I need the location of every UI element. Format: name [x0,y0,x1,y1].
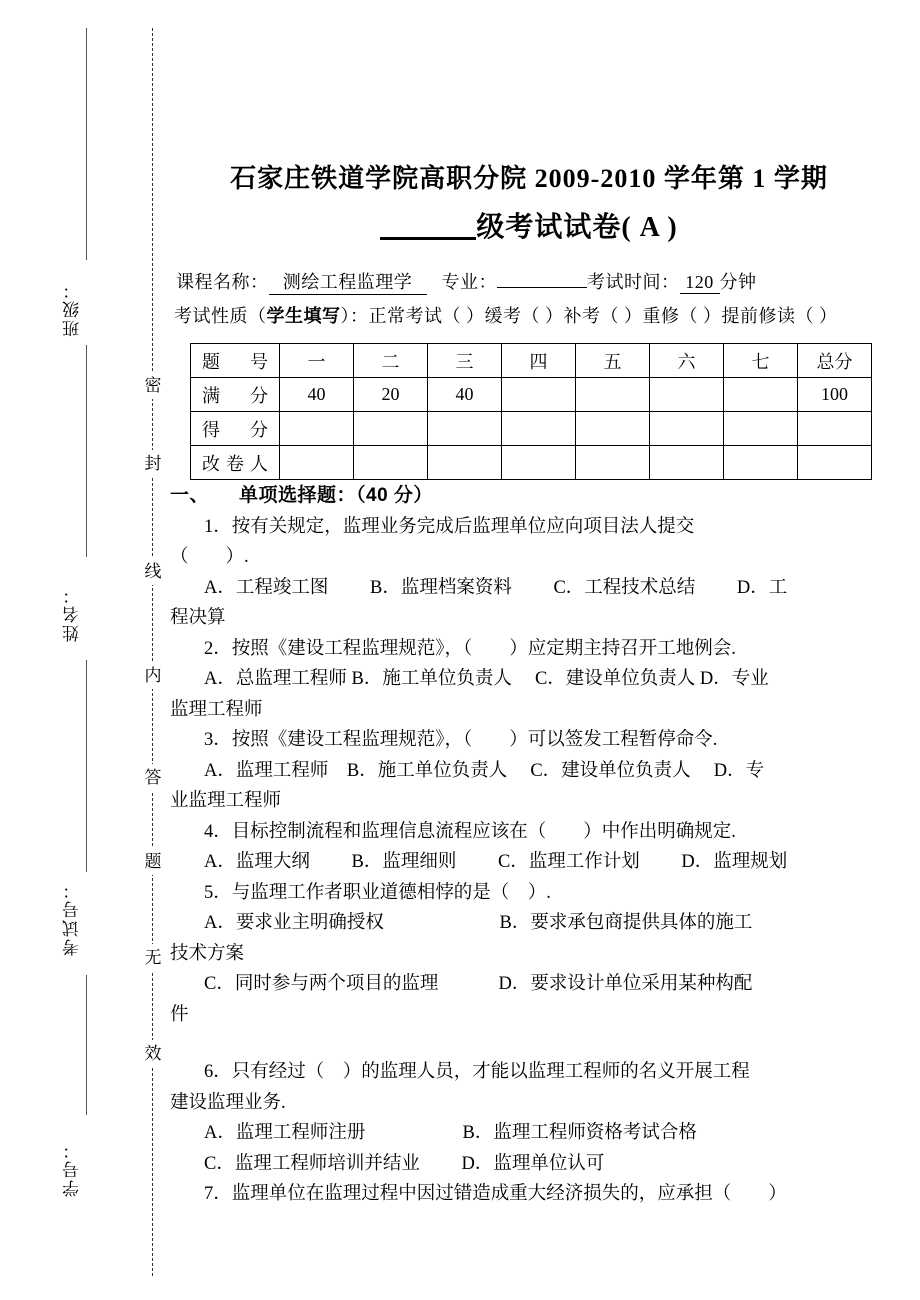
cell-score-q3[interactable] [428,412,502,446]
score-summary-table [190,343,872,480]
duration-label: 考试时间： [587,272,680,292]
major-field[interactable] [497,287,587,288]
table-row [191,378,872,412]
question-7 [170,1179,890,1210]
cell-grader-q2[interactable] [354,446,428,480]
seal-char-da: 答 [142,764,164,791]
seal-char-nei: 内 [142,662,164,689]
question-5-options-cd[interactable]: C．同时参与两个项目的监理 D．要求设计单位采用某种构配 [204,974,753,994]
exam-nature-label-bold: 学生填写 [266,306,341,326]
table-row [191,446,872,480]
question-5-options-cd-cont[interactable]: 件 [170,1004,189,1025]
cell-q4: 四 [502,344,576,378]
question-4-stem: 4．目标控制流程和监理信息流程应该在（ ）中作出明确规定. [204,821,736,842]
cell-q6: 六 [650,344,724,378]
question-2-options[interactable]: A．总监理工程师 B．施工单位负责人 C．建设单位负责人 D．专业 [204,669,769,689]
exam-paper-body [170,0,920,1300]
exam-nature-options[interactable]: 正常考试（ ）缓考（ ）补考（ ）重修（ ）提前修读（ ） [368,306,838,326]
seal-char-mi: 密 [142,372,164,399]
seal-margin [0,0,170,1300]
cell-q5: 五 [576,344,650,378]
question-1-stem-cont: （ ）. [170,547,249,567]
question-1-options-cont[interactable]: 程决算 [170,608,226,628]
grade-blank-field[interactable] [380,237,476,240]
row-header-question-no: 题 号 [191,344,280,378]
exam-title-suffix: 级考试试卷( A ) [476,212,678,243]
cell-full-q2: 20 [354,378,428,412]
question-4 [170,817,890,878]
row-header-grader: 改卷人 [191,446,280,480]
cell-score-q4[interactable] [502,412,576,446]
cell-full-q7 [724,378,798,412]
question-6-stem: 6．只有经过（ ）的监理人员，才能以监理工程师的名义开展工程 [204,1062,750,1082]
question-3 [170,725,890,817]
exam-nature-label-suffix: ）： [340,306,369,326]
seal-char-xian: 线 [142,558,164,585]
seal-rule-third [86,660,87,872]
seal-rule-second [86,345,87,557]
questions-area [170,481,890,1210]
question-6-options-ab[interactable]: A．监理工程师注册 B．监理工程师资格考试合格 [204,1123,697,1143]
section-heading [170,481,890,512]
seal-char-wu: 无 [142,944,164,971]
question-3-options[interactable]: A．监理工程师 B．施工单位负责人 C．建设单位负责人 D．专 [204,760,765,781]
cell-q7: 七 [724,344,798,378]
question-5-stem: 5．与监理工作者职业道德相悖的是（ ）. [204,882,551,903]
seal-dashed-line [152,28,153,1276]
seal-label-class: 班级： [63,280,82,337]
section-number: 一、 [170,485,210,506]
table-row [191,344,872,378]
cell-score-q2[interactable] [354,412,428,446]
seal-rule-top [86,28,87,260]
question-gap-spacer [170,1030,890,1057]
cell-grader-q4[interactable] [502,446,576,480]
cell-grader-q1[interactable] [280,446,354,480]
cell-score-total[interactable] [798,412,872,446]
cell-grader-q7[interactable] [724,446,798,480]
cell-grader-q3[interactable] [428,446,502,480]
cell-grader-total[interactable] [798,446,872,480]
seal-label-exam-number: 考试号： [63,880,82,956]
course-label: 课程名称： [176,272,269,292]
question-3-options-cont[interactable]: 业监理工程师 [170,791,282,811]
table-row [191,412,872,446]
question-6-stem-cont: 建设监理业务. [170,1092,286,1113]
cell-q1: 一 [280,344,354,378]
question-1-stem: 1．按有关规定，监理业务完成后监理单位应向项目法人提交 [204,516,695,537]
cell-full-total: 100 [798,378,872,412]
question-7-stem: 7．监理单位在监理过程中因过错造成重大经济损失的，应承担（ ） [204,1184,787,1204]
seal-char-xiao: 效 [142,1040,164,1067]
duration-field[interactable]: 120 [680,272,720,294]
question-2-stem: 2．按照《建设工程监理规范》，（ ）应定期主持召开工地例会. [204,638,736,659]
seal-char-ti: 题 [142,848,164,875]
question-6 [170,1057,890,1179]
course-name-field[interactable]: 测绘工程监理学 [269,268,427,295]
row-header-full-marks: 满 分 [191,378,280,412]
row-header-obtained-marks: 得 分 [191,412,280,446]
cell-total: 总分 [798,344,872,378]
question-1-options[interactable]: A．工程竣工图 B．监理档案资料 C．工程技术总结 D．工 [204,577,788,598]
cell-score-q5[interactable] [576,412,650,446]
cell-q3: 三 [428,344,502,378]
cell-score-q6[interactable] [650,412,724,446]
major-label: 专业： [441,272,497,292]
exam-title-line2 [170,205,888,245]
cell-score-q7[interactable] [724,412,798,446]
seal-label-student-name: 姓名： [63,585,82,642]
section-title: 单项选择题：（40 分） [239,485,433,506]
cell-full-q4 [502,378,576,412]
exam-title-line1: 石家庄铁道学院高职分院 2009-2010 学年第 1 学期 [230,164,828,193]
cell-full-q6 [650,378,724,412]
question-2 [170,634,890,726]
question-5-options-ab[interactable]: A．要求业主明确授权 B．要求承包商提供具体的施工 [204,913,753,933]
question-3-stem: 3．按照《建设工程监理规范》，（ ）可以签发工程暂停命令. [204,730,718,750]
seal-char-feng: 封 [142,450,164,477]
question-1 [170,512,890,634]
cell-score-q1[interactable] [280,412,354,446]
question-2-options-cont[interactable]: 监理工程师 [170,699,263,720]
cell-grader-q6[interactable] [650,446,724,480]
cell-full-q3: 40 [428,378,502,412]
question-4-options[interactable]: A．监理大纲 B．监理细则 C．监理工作计划 D．监理规划 [204,852,788,872]
exam-nature-line [174,302,838,328]
duration-unit: 分钟 [719,272,757,292]
cell-full-q5 [576,378,650,412]
seal-label-student-id: 学号： [63,1140,82,1197]
seal-rule-bottom [86,975,87,1115]
cell-grader-q5[interactable] [576,446,650,480]
cell-full-q1: 40 [280,378,354,412]
question-5 [170,878,890,1031]
exam-nature-label-prefix: 考试性质（ [174,306,267,326]
course-info-line [176,268,757,295]
cell-q2: 二 [354,344,428,378]
question-6-options-cd[interactable]: C．监理工程师培训并结业 D．监理单位认可 [204,1153,605,1174]
question-5-options-ab-cont[interactable]: 技术方案 [170,943,245,964]
